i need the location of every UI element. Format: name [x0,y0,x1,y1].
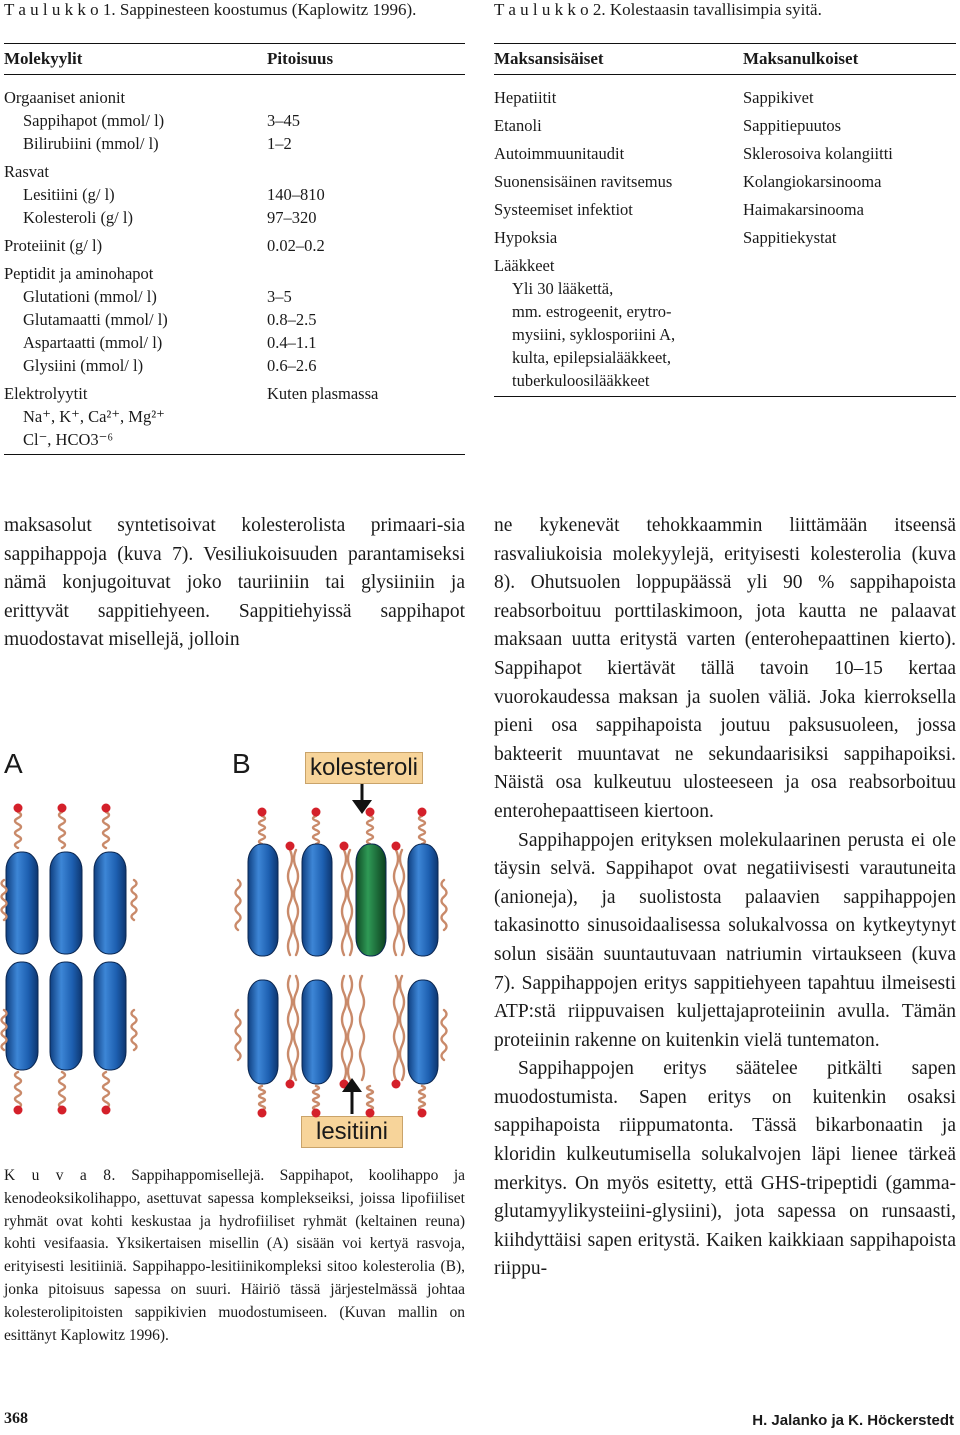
lipid-head [258,1109,267,1118]
right-body-text [494,512,956,1284]
lecithin-label: lesitiini [301,1116,403,1148]
micelle-illustration [0,780,470,1120]
lipid-head [418,808,427,817]
table2-header-extrahepatic: Maksanulkoiset [743,49,859,68]
lipid-tail [367,816,373,844]
table1-row-label: Peptidit ja aminohapot [4,264,154,283]
bile-acid-cylinder [248,844,278,956]
lipid-head [286,842,295,851]
table2-drug-detail: Yli 30 lääkettä, [512,279,614,298]
table2-extrahepatic-item: Kolangiokarsinooma [743,172,882,191]
lipid-head [418,1109,427,1118]
table2-header-rule [494,74,956,75]
table2-intrahepatic-item: Suonensisäinen ravitsemus [494,172,673,191]
micelle-b [236,808,447,1118]
bile-acid-cylinder [248,980,278,1084]
lipid-tail [419,816,425,844]
table1-bottom-rule [4,454,465,455]
bile-acid-cylinder [408,980,438,1084]
lipid-head [102,804,111,813]
lipid-tail [442,1010,447,1060]
table1-row-value: 1–2 [267,134,292,153]
lipid-head [58,804,67,813]
table1-row-label: Na⁺, K⁺, Ca²⁺, Mg²⁺ [23,407,165,426]
bile-acid-cylinder [302,844,332,956]
lipid-head [312,1109,321,1118]
lipid-tail [15,812,21,848]
figure-caption: K u v a 8. Sappihappomisellejä. Sappihapot, koolihappo ja kenodeoksikolihappo, asettuvat sapessa komplekseiksi, joissa lipofiiliset ryhmät ovat kohti keskustaa ja hydrofiiliset ryhmät (keltainen reuna) kohti vesifaasia. Yksikertaisen misellin (A) sisään voi kertyä rasvoja, erityisesti lesitiiniä. Sappihappo-lesitiinikompleksi sitoo kolesterolia (B), jonka pitoisuus sapessa on suuri. Häiriö tässä järjestelmässä johtaa kolesterolipitoisten sappikivien muodostumiseen. (Kuvan mallin on esittänyt Kaplowitz 1996). [4,1167,466,1344]
right-paragraph-2: Sappihappojen erityksen molekulaarinen perusta ei ole täysin selvä. Sappihapot ovat negatiivisesti varautuneita (anioneja), ja suolistosta palaavien sappihappojen takasinotto sinusoidaalisessa solukalvossa on kytkeytynyt solun sisään suuntautuvaan natriumin virtaukseen (kuva 7). Sappihappojen eritys sappitiehyeen tapahtuu ilmeisesti ATP:stä riippuvaisen kuljettajaproteiinin avulla. Tämän proteiinin rakenne on kuitenkin vielä tuntematon. [494,829,956,1051]
table1-caption: T a u l u k k o 1. Sappinesteen koostumus (Kaplowitz 1996). [4,0,417,19]
table1-top-rule [4,43,465,44]
lipid-head [286,1080,295,1089]
cholesterol-label: kolesteroli [305,752,423,784]
table2-top-rule [494,43,956,44]
bile-acid-cylinder [302,980,332,1084]
lipid-tail [342,850,346,955]
table2-intrahepatic-item: Lääkkeet [494,256,555,275]
lipid-head [102,1106,111,1115]
bile-acid-cylinder [50,962,82,1070]
lipid-tail [342,976,346,1080]
table1-row-label: Cl⁻, HCO3⁻⁶ [23,430,114,449]
bile-acid-cylinder [6,962,38,1070]
authors-footer: H. Jalanko ja K. Höckerstedt [752,1412,954,1429]
table1-header-rule [4,74,465,75]
table1-row-value: 0.6–2.6 [267,356,317,375]
lipid-head [392,842,401,851]
lipid-tail [294,850,298,955]
lipid-head [392,1080,401,1089]
lipid-tail [442,880,447,930]
lipid-tail [236,1010,241,1060]
lipid-tail [103,812,109,848]
page-number: 368 [4,1410,28,1427]
lipid-tail [132,880,137,920]
table1-row-label: Rasvat [4,162,49,181]
lipid-tail [313,816,319,844]
table1-row-label: Sappihapot (mmol/ l) [23,111,165,130]
lipid-tail [132,1010,137,1050]
table2-caption: T a u l u k k o 2. Kolestaasin tavallisimpia syitä. [494,0,822,19]
table2-drug-detail: mm. estrogeenit, erytro- [512,302,672,321]
table1-row-value: 0.02–0.2 [267,236,325,255]
bile-acid-cylinder [6,852,38,954]
lipid-head [14,804,23,813]
lipid-head [258,808,267,817]
table2-drug-detail: mysiini, syklosporiini A, [512,325,676,344]
table2-extrahepatic-item: Sappitiekystat [743,228,837,247]
table1-row-label: Lesitiini (g/ l) [23,185,115,204]
bile-acid-cylinder [94,962,126,1070]
table1-row-label: Bilirubiini (mmol/ l) [23,134,159,153]
lipid-tail [103,1072,109,1108]
lipid-tail [259,1086,265,1110]
lipid-tail [348,976,352,1080]
lipid-tail [288,850,292,955]
bile-acid-cylinder [50,852,82,954]
lipid-head [58,1106,67,1115]
table2-intrahepatic-item: Autoimmuunitaudit [494,144,625,163]
table1-row-label: Kolesteroli (g/ l) [23,208,133,227]
table2-extrahepatic-item: Sklerosoiva kolangiitti [743,144,893,163]
table1-row-value: 0.8–2.5 [267,310,317,329]
table1-header-molecules: Molekyylit [4,49,83,68]
lipid-tail [400,850,404,955]
table2-drug-detail: kulta, epilepsialääkkeet, [512,348,671,367]
table2-extrahepatic-item: Sappitiepuutos [743,116,842,135]
lipid-tail [367,1086,373,1110]
table1-row-value: 3–5 [267,287,292,306]
table2-extrahepatic-item: Sappikivet [743,88,814,107]
table1-row-value: 0.4–1.1 [267,333,317,352]
micelle-a [2,804,137,1115]
table2-drug-detail: tuberkuloosilääkkeet [512,371,650,390]
right-paragraph-1: ne kykenevät tehokkaammin liittämään itseensä rasvaliukoisia molekyylejä, erityisesti kolesterolia (kuva 8). Ohutsuolen loppupäässä yli 90 % sappihapoista reabsorboituu porttilaskimoon, jota kautta ne palaavat maksaan uutta eritystä varten (enterohepaattinen kierto). Sappihapot kiertävät tällä tavoin 10–15 kertaa vuorokaudessa maksan ja suolen väliä. Joka kierroksella pieni osa sappihapoista joutuu paksusuoleen, jossa bakteerit muuntavat ne sekundaarisiksi sappihapoiksi. Näistä osa kulkeutuu ulosteeseen ja osa reabsorboituu enterohepaattiseen kiertoon. [494,515,956,822]
lipid-tail [348,850,352,955]
figure-letter-b: B [232,748,251,779]
right-paragraph-3: Sappihappojen eritys säätelee pitkälti sapen muodostumista. Sapen eritys on kuitenkin osaksi sappihapoista riippumatonta. Tässä bikarbonaatin ja kloridin kulkeutumisella solukalvojen läpi lienee tärkeä merkitys. On myös esitetty, että GHS-tripeptidi (gamma-glutamyylikysteiini-glysiini), jota sapessa on runsaasti, kiihdyttäisi sapen eritystä. Kaiken kaikkiaan sappihapoista riippu- [494,1058,956,1280]
table1-row-value: 3–45 [267,111,300,130]
lipid-tail [394,976,398,1080]
table1-row-label: Proteiinit (g/ l) [4,236,103,255]
lipid-tail [294,976,298,1080]
lipid-tail [236,880,241,930]
lipid-tail [259,816,265,844]
bile-acid-cylinder [356,844,386,956]
lipid-head [14,1106,23,1115]
table1-row-label: Glysiini (mmol/ l) [23,356,144,375]
lipid-tail [313,1086,319,1110]
lipid-tail [288,976,292,1080]
table1-row-value: 140–810 [267,185,325,204]
table2-intrahepatic-item: Hypoksia [494,228,558,247]
bile-acid-cylinder [94,852,126,954]
table1-row-label: Elektrolyytit [4,384,88,403]
table1-row-value: Kuten plasmassa [267,384,379,403]
lipid-head [312,808,321,817]
table2-header-intrahepatic: Maksansisäiset [494,49,604,68]
table1-header-concentration: Pitoisuus [267,49,334,68]
table1-row-label: Glutationi (mmol/ l) [23,287,157,306]
table2-bottom-rule [494,396,956,397]
lipid-tail [59,812,65,848]
lipid-head [340,842,349,851]
table2-intrahepatic-item: Etanoli [494,116,542,135]
left-body-text: maksasolut syntetisoivat kolesterolista primaari-sia sappihappoja (kuva 7). Vesiliukoisuuden parantamiseksi nämä konjugoituvat joko tauriiniin tai glysiiniin ja erittyvät sappitiehyeen. Sappitiehyissä sappihapot muodostavat misellejä, jolloin [4,515,465,651]
lipid-tail [59,1072,65,1108]
bile-acid-cylinder [408,844,438,956]
table2-intrahepatic-item: Systeemiset infektiot [494,200,633,219]
table1-row-value: 97–320 [267,208,317,227]
lipid-tail [360,976,364,1080]
table1-row-label: Orgaaniset anionit [4,88,126,107]
table2-intrahepatic-item: Hepatiitit [494,88,557,107]
table1-row-label: Aspartaatti (mmol/ l) [23,333,163,352]
lipid-head [366,1109,375,1118]
figure-letter-a: A [4,748,23,779]
lipid-tail [419,1086,425,1110]
lipid-tail [394,850,398,955]
lipid-tail [15,1072,21,1108]
lipid-tail [400,976,404,1080]
lipid-head [366,808,375,817]
table1-row-label: Glutamaatti (mmol/ l) [23,310,168,329]
table2-extrahepatic-item: Haimakarsinooma [743,200,864,219]
